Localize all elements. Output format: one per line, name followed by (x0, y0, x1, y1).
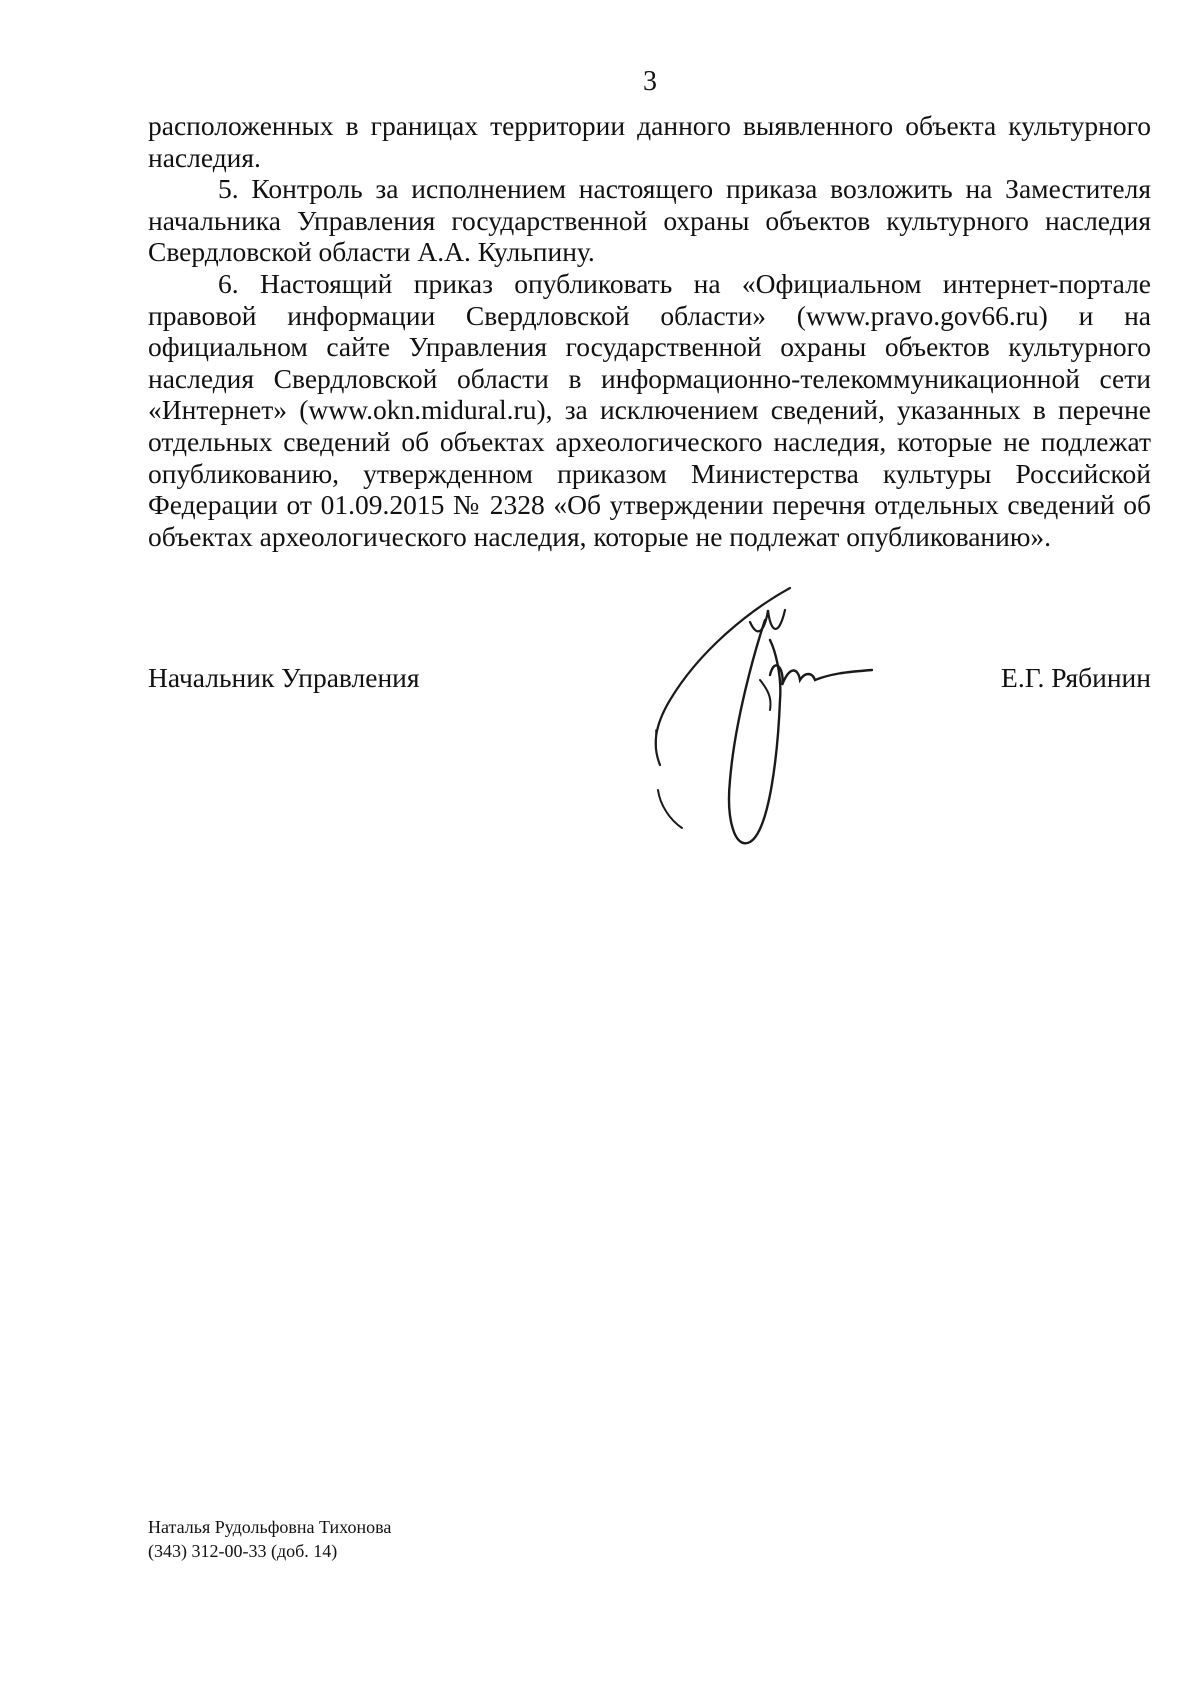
executor-phone: (343) 312-00-33 (доб. 14) (148, 1541, 338, 1561)
paragraph-item-6: 6. Настоящий приказ опубликовать на «Официальном интернет-портале правовой информации Свердловской области» (www.pravo.gov66.ru) и на официальном сайте Управления государственной охраны объектов культурного наследия Свердловской области в информационно-телекоммуникационной сети «Интернет» (www.okn.midural.ru), за исключением сведений, указанных в перечне отдельных сведений об объектах археологического наследия, которые не подлежат опубликованию, утвержденном приказом Министерства культуры Российской Федерации от 01.09.2015 № 2328 «Об утверждении перечня отдельных сведений об объектах археологического наследия, которые не подлежат опубликованию». (148, 267, 1151, 552)
executor-footer (148, 1515, 391, 1563)
signer-title: Начальник Управления (148, 662, 420, 693)
paragraph-item-5: 5. Контроль за исполнением настоящего приказа возложить на Заместителя начальника Управления государственной охраны объектов культурного наследия Свердловской области А.А. Кульпину. (148, 173, 1151, 268)
handwritten-signature (640, 580, 900, 860)
executor-name: Наталья Рудольфовна Тихонова (148, 1517, 392, 1537)
document-body (148, 110, 1151, 552)
paragraph-continuation: расположенных в границах территории данного выявленного объекта культурного наследия. (148, 110, 1151, 173)
page-number: 3 (643, 66, 657, 97)
signer-name: Е.Г. Рябинин (1001, 662, 1151, 693)
